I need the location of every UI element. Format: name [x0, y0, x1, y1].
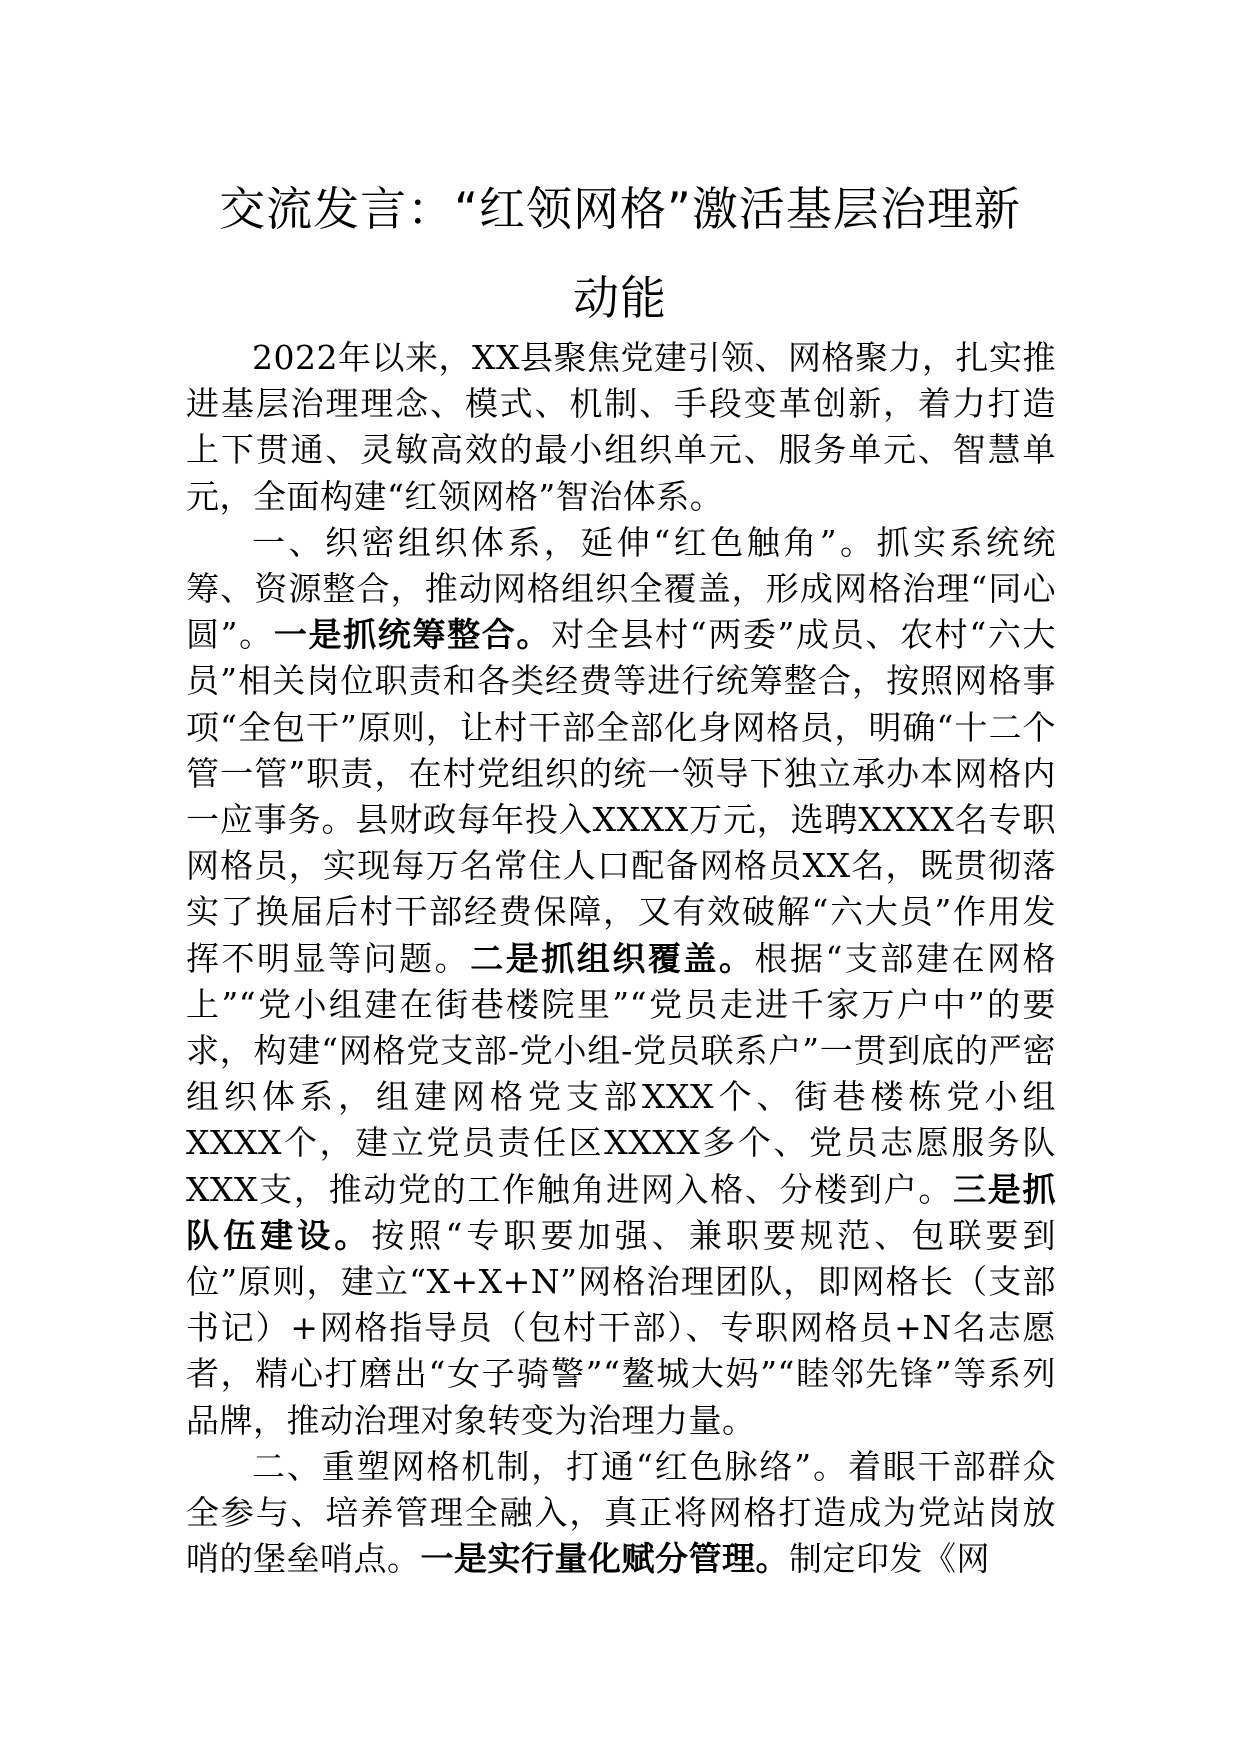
section-1-point-1-text: 对全县村“两委”成员、农村“六大员”相关岗位职责和各类经费等进行统筹整合，按照网格事项“全包干”原则，让村干部全部化身网格员，明确“十二个管一管”职责，在村党组织的统一领导下独立承办本网格内一应事务。县财政每年投入XXXX万元，选聘XXXX名专职网格员，实现每万名常住人口配备网格员XX名，既贯彻落实了换届后村干部经费保障，又有效破解“六大员”作用发挥不明显等问题。: [186, 615, 1056, 978]
document-title: [150, 165, 1090, 343]
section-1-point-2-text: 根据“支部建在网格上”“党小组建在街巷楼院里”“党员走进千家万户中”的要求，构建“网格党支部-党小组-党员联系户”一贯到底的严密组织体系，组建网格党支部XXX个、街巷楼栋党小组XXXX个，建立党员责任区XXXX多个、党员志愿服务队XXX支，推动党的工作触角进网入格、分楼到户。: [186, 938, 1057, 1209]
section-1-paragraph: [186, 520, 1056, 1444]
section-2-lead: 着眼干部群众全参与、培养管理全融入，真正将网格打造成为党站岗放哨的堡垒哨点。: [186, 1446, 1056, 1579]
section-1-point-2-label: 二是抓组织覆盖。: [470, 938, 755, 978]
section-2-point-1-label: 一是实行量化赋分管理。: [420, 1539, 789, 1579]
document-title-line-1: 交流发言：“红领网格”激活基层治理新: [219, 182, 1021, 236]
section-2-paragraph: [186, 1444, 1056, 1583]
intro-paragraph: 2022年以来，XX县聚焦党建引领、网格聚力，扎实推进基层治理理念、模式、机制、手段变革创新，着力打造上下贯通、灵敏高效的最小组织单元、服务单元、智慧单元，全面构建“红领网格”智治体系。: [186, 338, 1056, 516]
document-title-line-2: 动能: [573, 271, 667, 325]
document-body: [186, 335, 1056, 1582]
section-2-point-1-text: 制定印发《网: [789, 1539, 990, 1579]
section-1-point-3-text: 按照“专职要加强、兼职要规范、包联要到位”原则，建立“X+X+N”网格治理团队，即网格长（支部书记）+网格指导员（包村干部）、专职网格员+N名志愿者，精心打磨出“女子骑警”“鳌城大妈”“睦邻先锋”等系列品牌，推动治理对象转变为治理力量。: [186, 1215, 1057, 1440]
section-2-heading: 二、重塑网格机制，打通“红色脉络”。: [252, 1446, 848, 1486]
section-1-heading: 一、织密组织体系，延伸“红色触角”。: [252, 522, 877, 562]
section-1-point-3-label: 三是抓队伍建设。: [186, 1169, 1057, 1255]
section-1-point-1-label: 一是抓统筹整合。: [273, 615, 552, 655]
section-1-lead: 抓实系统统筹、资源整合，推动网格组织全覆盖，形成网格治理“同心圆”。: [186, 522, 1057, 655]
